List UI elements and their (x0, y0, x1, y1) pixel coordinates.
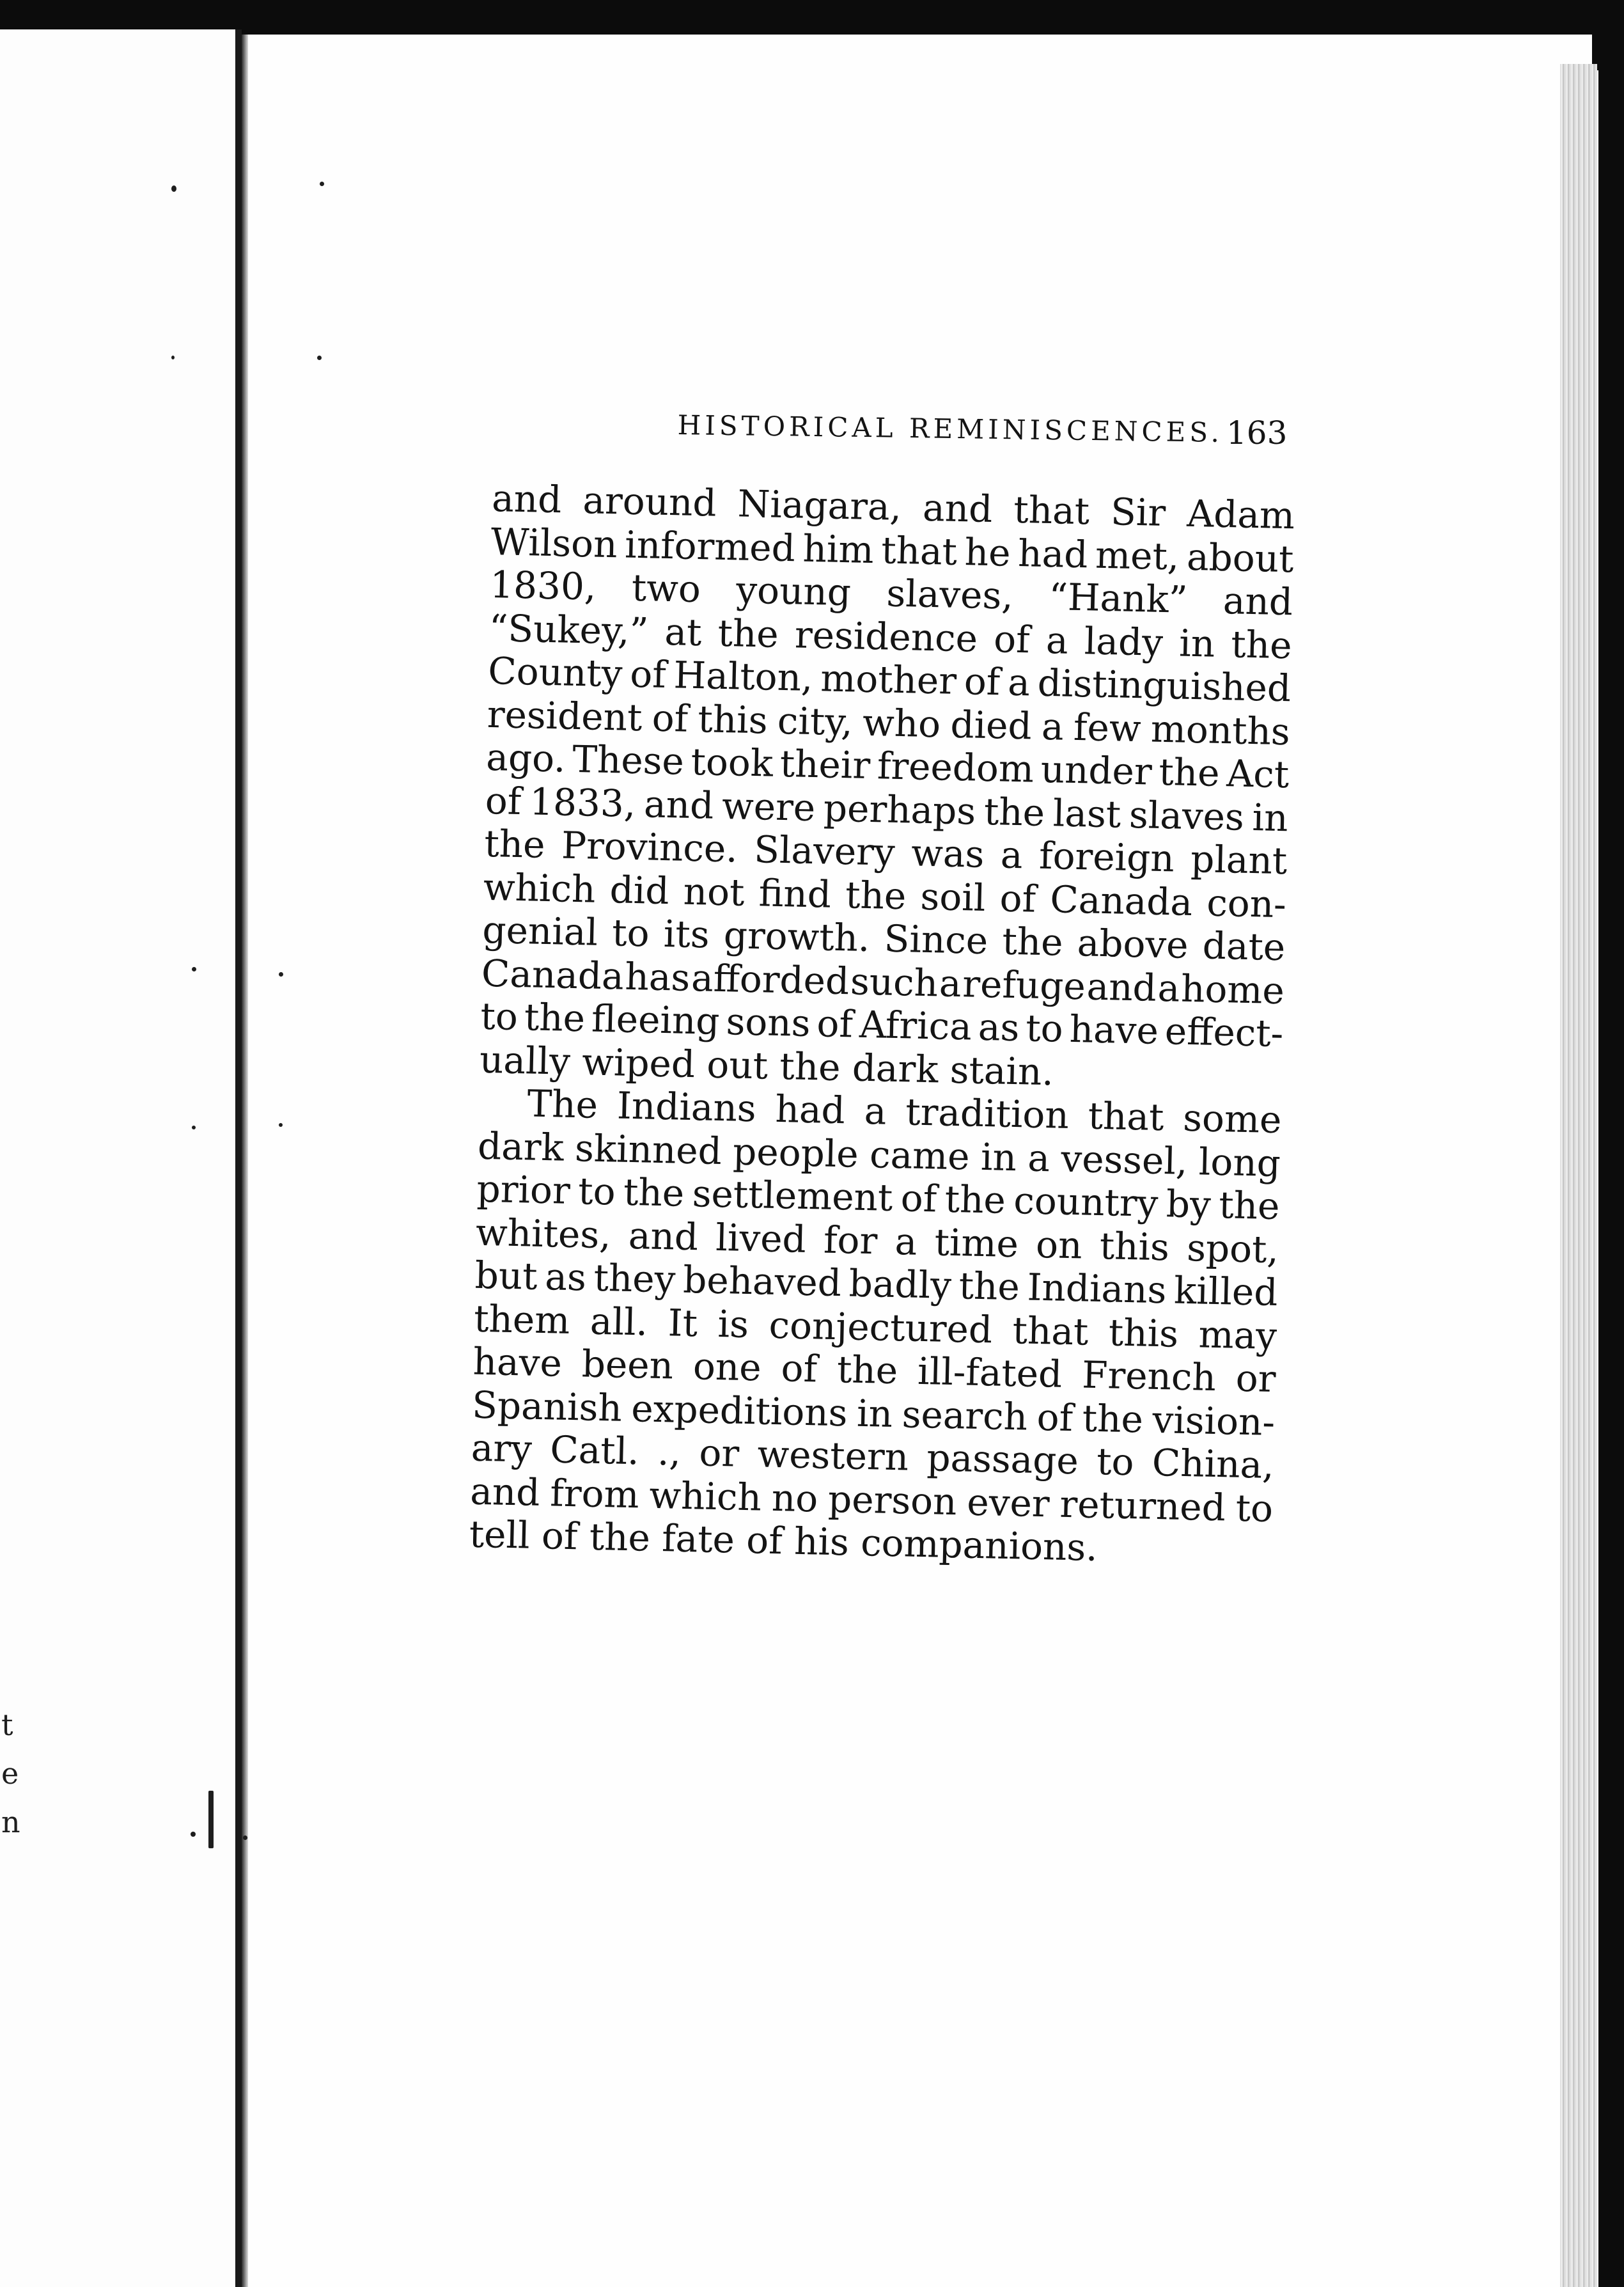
word: had (1017, 531, 1089, 576)
word: and (628, 1213, 699, 1259)
word: spot, (1186, 1225, 1279, 1271)
word: time (933, 1220, 1019, 1266)
word: this (697, 696, 769, 742)
word: plant (1190, 837, 1288, 883)
word: mother (820, 656, 957, 703)
word: to (1235, 1486, 1274, 1530)
word: a (1027, 1136, 1050, 1180)
speck (320, 182, 324, 186)
word: the (958, 1264, 1020, 1309)
word: resident (487, 692, 643, 739)
word: badly (848, 1261, 952, 1307)
word: some (1182, 1096, 1283, 1142)
word: Canada (481, 951, 625, 998)
word: and (1222, 578, 1293, 624)
word: the (1218, 1183, 1281, 1229)
word: or (1235, 1356, 1277, 1401)
word: perhaps (823, 785, 976, 833)
word: Adam (1186, 491, 1295, 538)
word: Act (1226, 751, 1290, 797)
word: expeditions (630, 1386, 848, 1434)
word: Niagara, (737, 482, 902, 529)
word: and (1086, 964, 1157, 1010)
word: he (964, 530, 1011, 575)
word: These (572, 737, 685, 783)
body-text (469, 477, 1295, 1573)
word: country (1013, 1179, 1159, 1225)
gutter-shadow (242, 35, 248, 2287)
word: the (983, 789, 1045, 835)
text-line: tell of the fate of his companions. (469, 1512, 1098, 1570)
word: Indians (616, 1083, 757, 1131)
word: ever (966, 1480, 1050, 1525)
word: Spanish (471, 1383, 623, 1430)
word: its (663, 912, 710, 957)
word: The (526, 1081, 598, 1127)
word: home (1180, 966, 1285, 1012)
word: may (1198, 1312, 1277, 1358)
word: and (922, 485, 994, 531)
word: is (717, 1301, 749, 1346)
word: of (964, 659, 1001, 704)
word: to (611, 911, 650, 955)
word: Halton, (673, 653, 814, 700)
word: returned (1059, 1482, 1226, 1529)
word: was (910, 831, 985, 876)
word: above (1077, 921, 1189, 967)
word: of (652, 696, 689, 741)
word: the (944, 1177, 1006, 1222)
word: refuge (962, 961, 1086, 1008)
word: lived (715, 1215, 807, 1261)
word: long (1198, 1139, 1281, 1185)
word: in (1178, 621, 1215, 666)
word: two (631, 565, 701, 611)
word: date (1202, 923, 1286, 970)
word: the (623, 1170, 685, 1215)
word: 1833, (529, 779, 637, 826)
word: con- (1206, 881, 1287, 926)
word: growth. (723, 913, 871, 961)
word: had (774, 1087, 846, 1133)
word: met, (1095, 533, 1180, 578)
word: Catl. (549, 1427, 640, 1474)
facing-page-edge (235, 29, 242, 2287)
word: a (894, 1219, 918, 1264)
scan-right-border (1598, 0, 1624, 2287)
word: the (1158, 750, 1221, 795)
word: the (836, 1348, 898, 1393)
word: genial (481, 908, 598, 954)
word: not (683, 869, 746, 915)
page-number: 163 (1226, 414, 1288, 452)
word: a (1007, 660, 1031, 705)
word: the (1230, 622, 1293, 667)
word: to (577, 1169, 616, 1214)
word: County (487, 648, 623, 696)
word: distinguished (1037, 661, 1292, 711)
word: who (862, 700, 941, 746)
speck (192, 1126, 196, 1129)
word: the (524, 995, 586, 1041)
word: have (1069, 1007, 1159, 1053)
speck (317, 356, 322, 360)
word: Indians (1026, 1265, 1167, 1312)
word: French (1081, 1353, 1217, 1400)
word: died (949, 702, 1033, 748)
word: that (1012, 1308, 1089, 1354)
word: and (491, 476, 563, 522)
word: no (771, 1475, 818, 1520)
word: at (664, 609, 703, 654)
speck (279, 972, 283, 977)
word: few (1073, 705, 1142, 750)
word: effect- (1164, 1009, 1284, 1056)
word: of (993, 617, 1031, 661)
speck (279, 1123, 283, 1127)
speck (171, 356, 175, 359)
word: for (823, 1218, 878, 1262)
word: young (735, 568, 852, 615)
word: vision- (1152, 1397, 1276, 1444)
word: the (845, 872, 907, 918)
word: one (692, 1344, 762, 1390)
word: have (472, 1339, 563, 1385)
speck (192, 967, 196, 971)
word: passage (926, 1436, 1079, 1483)
speck (171, 185, 176, 192)
word: vessel, (1060, 1136, 1189, 1183)
word: city, (777, 698, 854, 744)
word: a (1045, 618, 1069, 663)
word: came (869, 1132, 971, 1179)
word: skinned (574, 1126, 722, 1173)
scan-top-border (0, 0, 1624, 40)
word: him (802, 526, 875, 572)
word: did (609, 867, 670, 913)
word: 1830, (489, 562, 597, 609)
speck (191, 1832, 196, 1837)
binding-mark (208, 1791, 214, 1848)
word: the (1001, 919, 1064, 964)
word: the (1082, 1395, 1144, 1442)
word: the (483, 821, 546, 867)
word: this (1099, 1223, 1170, 1269)
word: a (1157, 966, 1181, 1010)
word: dark (477, 1124, 565, 1170)
word: Sir (1110, 490, 1166, 535)
word: whites, (475, 1210, 612, 1257)
word: has (624, 954, 691, 1000)
word: or (698, 1431, 740, 1475)
word: around (582, 478, 717, 525)
word: which (648, 1473, 762, 1520)
edge-letter: t (1, 1708, 13, 1742)
word: by (1166, 1182, 1212, 1227)
word: informed (624, 523, 796, 570)
word: all. (589, 1299, 648, 1344)
word: to (1025, 1006, 1064, 1051)
word: were (721, 783, 816, 829)
word: person (827, 1477, 958, 1523)
word: a (1000, 833, 1024, 877)
word: the (717, 611, 779, 656)
edge-letter: e (1, 1756, 19, 1791)
word: Slavery (753, 828, 896, 874)
word: of (1036, 1395, 1074, 1440)
word: freedom (877, 744, 1035, 791)
word: that (1088, 1094, 1165, 1140)
edge-letter: n (1, 1805, 20, 1839)
word: in (1251, 795, 1289, 840)
word: of (816, 1002, 854, 1046)
word: a (939, 961, 962, 1005)
word: behaved (682, 1257, 842, 1305)
word: find (758, 870, 832, 916)
word: conjectured (768, 1303, 993, 1351)
facing-page (0, 29, 237, 2287)
word: people (732, 1129, 859, 1176)
word: Province. (561, 823, 738, 871)
word: It (668, 1300, 698, 1345)
word: slaves, (886, 571, 1014, 618)
word: to (480, 994, 519, 1039)
word: in (856, 1391, 893, 1436)
word: took (690, 739, 774, 785)
word: of (780, 1346, 818, 1391)
text-line: ually wiped out the dark stain. (479, 1037, 1054, 1094)
word: last (1052, 790, 1121, 837)
word: about (1186, 535, 1295, 581)
word: residence (794, 612, 978, 661)
word: of (900, 1176, 937, 1221)
word: such (850, 959, 939, 1005)
word: ago. (485, 735, 566, 781)
word: under (1040, 747, 1153, 794)
word: soil (919, 874, 987, 920)
word: of (485, 778, 522, 823)
word: on (1035, 1222, 1083, 1267)
speck (243, 1835, 247, 1840)
word: which (483, 865, 597, 911)
word: “Hank” (1048, 575, 1189, 622)
word: sons (725, 1000, 811, 1046)
word: Africa (859, 1002, 972, 1049)
word: Wilson (490, 519, 618, 566)
word: of (999, 876, 1036, 921)
word: tradition (905, 1090, 1070, 1137)
word: and (469, 1469, 541, 1514)
word: in (980, 1135, 1017, 1179)
word: China, (1152, 1440, 1275, 1488)
word: to (1096, 1439, 1135, 1484)
word: that (880, 528, 958, 574)
word: lady (1084, 618, 1164, 664)
word: settlement (692, 1172, 893, 1220)
word: that (1013, 487, 1090, 533)
word: as (978, 1005, 1020, 1050)
word: killed (1173, 1268, 1279, 1315)
word: Canada (1049, 877, 1193, 924)
word: a (1041, 704, 1065, 749)
page-stack-edge (1560, 64, 1597, 2287)
running-head: HISTORICAL REMINISCENCES. (677, 409, 1224, 448)
word: prior (476, 1167, 571, 1213)
word: from (549, 1470, 640, 1516)
word: this (1108, 1310, 1179, 1356)
word: ary (471, 1426, 533, 1471)
word: as (544, 1255, 587, 1300)
word: they (593, 1255, 676, 1301)
word: Since (883, 916, 988, 963)
word: ., (657, 1430, 682, 1474)
word: them (473, 1296, 570, 1342)
word: but (474, 1253, 538, 1298)
word: “Sukey,” (488, 606, 649, 653)
word: months (1150, 707, 1291, 753)
word: foreign (1038, 833, 1175, 881)
word: afforded (691, 955, 850, 1003)
word: a (864, 1088, 887, 1133)
word: their (779, 741, 871, 787)
word: been (581, 1342, 674, 1388)
word: ill-fated (917, 1349, 1063, 1396)
word: and (643, 782, 715, 828)
word: of (629, 652, 667, 696)
word: slaves (1128, 792, 1245, 839)
word: fleeing (591, 996, 721, 1043)
word: search (902, 1392, 1028, 1439)
word: western (756, 1432, 909, 1479)
